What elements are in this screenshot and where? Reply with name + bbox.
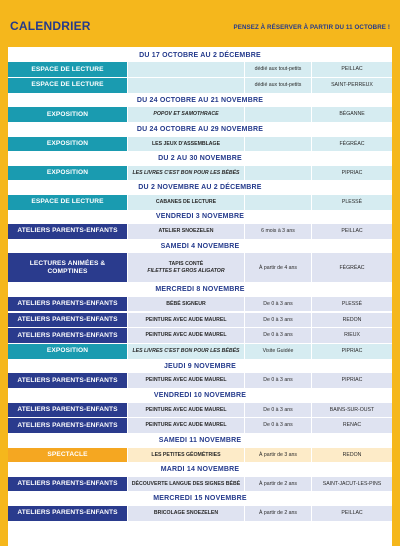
event-category-line: LECTURES ANIMÉES & [29,259,106,267]
event-place: SAINT-PERREUX [312,78,392,93]
event-age [245,166,312,181]
date-heading: DU 2 NOVEMBRE AU 2 DÉCEMBRE [8,182,392,194]
event-row [8,313,392,328]
event-row [8,195,392,210]
event-place: PIPRIAC [312,373,392,388]
date-heading: DU 24 OCTOBRE AU 29 NOVEMBRE [8,123,392,135]
event-age: À partir de 4 ans [245,253,312,282]
event-row [8,297,392,312]
event-activity: PEINTURE AVEC AUDE MAUREL [128,418,245,433]
event-row [8,448,392,463]
event-place: BAINS-SUR-OUST [312,403,392,418]
date-heading: JEUDI 9 NOVEMBRE [8,360,392,372]
booking-reminder: PENSEZ À RÉSERVER À PARTIR DU 11 OCTOBRE ! [233,24,390,31]
date-heading: MERCREDI 15 NOVEMBRE [8,493,392,505]
event-category: SPECTACLE [8,448,128,463]
event-row [8,344,392,359]
event-place: REDON [312,313,392,328]
event-category: ESPACE DE LECTURE [8,62,128,77]
event-category: ATELIERS PARENTS-ENFANTS [8,418,128,433]
event-place: PEILLAC [312,506,392,521]
event-activity-subtitle: FILETTES ET GROS ALIGATOR [147,267,225,274]
event-age [245,195,312,210]
event-place: FÉGRÉAC [312,253,392,282]
event-age: dédié aux tout-petits [245,78,312,93]
event-place: PLESSÉ [312,297,392,312]
date-heading: VENDREDI 10 NOVEMBRE [8,389,392,401]
date-heading: DU 17 OCTOBRE AU 2 DÉCEMBRE [8,49,392,61]
event-activity: LES LIVRES C'EST BON POUR LES BÉBÉS [128,166,245,181]
event-category: EXPOSITION [8,166,128,181]
event-category-line: COMPTINES [47,267,88,275]
event-age: Visite Guidée [245,344,312,359]
event-place: RIEUX [312,328,392,343]
event-place: REDON [312,448,392,463]
event-row [8,418,392,433]
event-age: À partir de 2 ans [245,506,312,521]
date-heading: MARDI 14 NOVEMBRE [8,463,392,475]
event-category: ATELIERS PARENTS-ENFANTS [8,373,128,388]
event-activity: PEINTURE AVEC AUDE MAUREL [128,403,245,418]
event-place: PIPRIAC [312,166,392,181]
event-row [8,253,392,282]
event-age: De 0 à 3 ans [245,418,312,433]
event-place: RENAC [312,418,392,433]
event-age: À partir de 2 ans [245,477,312,492]
event-activity: PEINTURE AVEC AUDE MAUREL [128,328,245,343]
event-activity: LES JEUX D'ASSEMBLAGE [128,137,245,152]
event-category: ESPACE DE LECTURE [8,195,128,210]
event-activity: PEINTURE AVEC AUDE MAUREL [128,373,245,388]
date-heading: DU 2 AU 30 NOVEMBRE [8,152,392,164]
event-activity-line: TAPIS CONTÉ [168,261,204,268]
event-age: De 0 à 3 ans [245,403,312,418]
event-category: ATELIERS PARENTS-ENFANTS [8,506,128,521]
event-activity: PEINTURE AVEC AUDE MAUREL [128,313,245,328]
event-age: 6 mois à 3 ans [245,224,312,239]
event-activity: BÉBÉ SIGNEUR [128,297,245,312]
event-place: PEILLAC [312,224,392,239]
event-activity: LES LIVRES C'EST BON POUR LES BÉBÉS [128,344,245,359]
event-category [8,253,128,282]
event-category: ATELIERS PARENTS-ENFANTS [8,403,128,418]
event-age: De 0 à 3 ans [245,313,312,328]
date-heading: DU 24 OCTOBRE AU 21 NOVEMBRE [8,94,392,106]
event-activity: POPOV ET SAMOTHRACE [128,107,245,122]
event-place: PLESSÉ [312,195,392,210]
event-place: BÉGANNE [312,107,392,122]
event-row [8,224,392,239]
event-row [8,403,392,418]
event-activity: DÉCOUVERTE LANGUE DES SIGNES BÉBÉ [128,477,245,492]
event-place: SAINT-JACUT-LES-PINS [312,477,392,492]
event-category: ATELIERS PARENTS-ENFANTS [8,297,128,312]
event-category: EXPOSITION [8,107,128,122]
date-heading: MERCREDI 8 NOVEMBRE [8,283,392,295]
event-age: À partir de 3 ans [245,448,312,463]
event-row [8,107,392,122]
event-activity: ATELIER SNOEZELEN [128,224,245,239]
event-activity: CABANES DE LECTURE [128,195,245,210]
event-row [8,78,392,93]
event-activity: LES PETITES GÉOMÉTRIES [128,448,245,463]
event-activity [128,62,245,77]
event-age: dédié aux tout-petits [245,62,312,77]
event-row [8,506,392,521]
event-category: ATELIERS PARENTS-ENFANTS [8,313,128,328]
date-heading: VENDREDI 3 NOVEMBRE [8,211,392,223]
event-activity: BRICOLAGE SNOEZELEN [128,506,245,521]
event-category: EXPOSITION [8,344,128,359]
event-place: FÉGRÉAC [312,137,392,152]
event-category: ATELIERS PARENTS-ENFANTS [8,224,128,239]
calendar-table [8,47,392,546]
event-age: De 0 à 3 ans [245,328,312,343]
date-heading: SAMEDI 11 NOVEMBRE [8,434,392,446]
page-title: CALENDRIER [10,19,91,33]
page-header [0,0,400,44]
date-heading: SAMEDI 4 NOVEMBRE [8,240,392,252]
event-place: PIPRIAC [312,344,392,359]
event-row [8,373,392,388]
event-activity [128,78,245,93]
event-age: De 0 à 3 ans [245,297,312,312]
event-row [8,62,392,77]
event-row [8,166,392,181]
event-category: ATELIERS PARENTS-ENFANTS [8,328,128,343]
event-category: ATELIERS PARENTS-ENFANTS [8,477,128,492]
event-age [245,107,312,122]
event-activity [128,253,245,282]
event-row [8,477,392,492]
event-age [245,137,312,152]
event-category: EXPOSITION [8,137,128,152]
event-age: De 0 à 3 ans [245,373,312,388]
event-row [8,137,392,152]
event-row [8,328,392,343]
event-place: PEILLAC [312,62,392,77]
event-category: ESPACE DE LECTURE [8,78,128,93]
